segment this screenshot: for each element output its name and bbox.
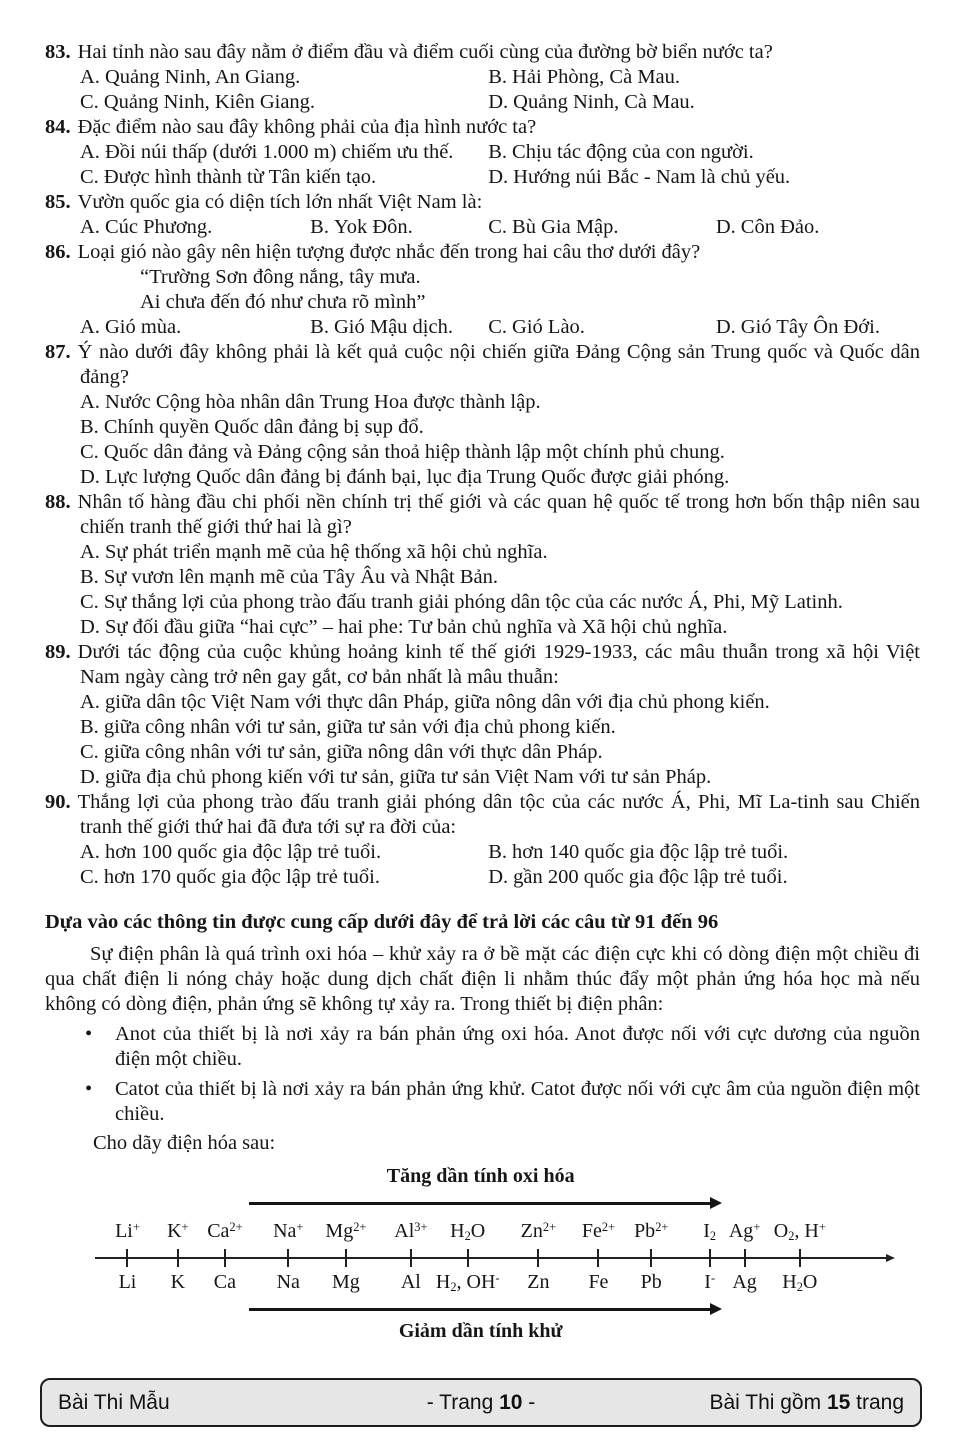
questions-list [45, 40, 920, 890]
reduced-species: Mg [332, 1271, 360, 1293]
reduced-species: Fe [588, 1271, 609, 1293]
question-head [45, 115, 920, 140]
reduced-species: Ag [732, 1271, 757, 1293]
oxidized-species: $O_2$, H+ [773, 1220, 826, 1244]
answer-option [488, 140, 920, 165]
option-letter: C. [80, 166, 99, 188]
total-pages: 15 [826, 1391, 851, 1414]
option-text: Chịu tác động của con người. [512, 141, 754, 163]
question-text: Hai tỉnh nào sau đây nằm ở điểm đầu và điểm cuối cùng của đường bờ biển nước ta? [77, 41, 773, 63]
decreasing-reduction-label: Giảm dần tính khử [398, 1320, 563, 1342]
question-number: 86. [45, 241, 71, 263]
answer-option [80, 590, 920, 615]
reduced-species: Al [400, 1271, 421, 1293]
question-number: 85. [45, 191, 71, 213]
option-text: Nước Cộng hòa nhân dân Trung Hoa được thành lập. [104, 391, 541, 413]
axis-tick-icon [177, 1249, 179, 1267]
axis-tick-icon [345, 1249, 347, 1267]
axis-tick-icon [744, 1249, 746, 1267]
question-options [80, 690, 920, 790]
footer-left: Bài Thi Mẫu [58, 1391, 170, 1414]
question-text: Ý nào dưới đây không phải là kết quả cuộc nội chiến giữa Đảng Cộng sản Trung quốc và Quốc dân đảng? [77, 341, 920, 388]
answer-option [80, 140, 488, 165]
answer-option [488, 840, 920, 865]
option-text: giữa công nhân với tư sản, giữa tư sản với địa chủ phong kiến. [103, 716, 616, 738]
option-letter: D. [488, 866, 509, 888]
oxidized-species: $Ca^{2+}$ [207, 1220, 243, 1242]
question-options [80, 315, 920, 340]
question [45, 490, 920, 640]
reduced-species: K [170, 1271, 186, 1293]
option-letter: A. [80, 541, 100, 563]
option-text: gần 200 quốc gia độc lập trẻ tuổi. [513, 866, 788, 888]
option-text: hơn 140 quốc gia độc lập trẻ tuổi. [512, 841, 789, 863]
option-letter: B. [80, 566, 99, 588]
question-number: 90. [45, 791, 71, 813]
answer-option [488, 315, 716, 340]
option-text: Sự đối đầu giữa “hai cực” – hai phe: Tư bản chủ nghĩa và Xã hội chủ nghĩa. [104, 616, 728, 638]
axis-tick-icon [650, 1249, 652, 1267]
bullet-text: Catot của thiết bị là nơi xảy ra bán phản ứng khử. Catot được nối với cực âm của nguồn điện một chiều. [115, 1078, 920, 1125]
answer-option [488, 215, 716, 240]
question-quote [140, 265, 920, 315]
answer-option [80, 465, 920, 490]
option-letter: D. [488, 166, 509, 188]
reduced-species: Na [276, 1271, 300, 1293]
axis-tick-icon [410, 1249, 412, 1267]
question-options [80, 540, 920, 640]
footer-right: Bài Thi gồm 15 trang [709, 1391, 904, 1414]
answer-option [80, 765, 920, 790]
bullet-item [45, 1022, 920, 1072]
oxidized-species: Ag+ [728, 1220, 761, 1242]
decreasing-reduction-arrow [249, 1308, 712, 1311]
option-text: giữa địa chủ phong kiến với tư sản, giữa tư sản Việt Nam với tư sản Pháp. [104, 766, 712, 788]
question-number: 89. [45, 641, 71, 663]
answer-option [80, 415, 920, 440]
answer-option [80, 90, 488, 115]
oxidized-species: $Al^{3+}$ [394, 1220, 428, 1242]
question [45, 40, 920, 115]
question-text: Đặc điểm nào sau đây không phải của địa hình nước ta? [77, 116, 537, 138]
option-text: Hải Phòng, Cà Mau. [512, 66, 681, 88]
oxidized-species: $Pb^{2+}$ [634, 1220, 669, 1242]
axis-tick-icon [126, 1249, 128, 1267]
option-letter: B. [80, 716, 99, 738]
option-letter: C. [80, 91, 99, 113]
option-text: Sự vươn lên mạnh mẽ của Tây Âu và Nhật Bản. [103, 566, 499, 588]
question-options [80, 140, 920, 190]
option-text: Gió Tây Ôn Đới. [740, 316, 880, 338]
oxidized-species: $Zn^{2+}$ [520, 1220, 557, 1242]
bullet-item [45, 1077, 920, 1127]
option-letter: C. [80, 741, 99, 763]
option-letter: D. [80, 466, 100, 488]
question-head [45, 490, 920, 540]
option-text: Gió Lào. [512, 316, 585, 338]
option-letter: A. [80, 216, 100, 238]
question-text: Vườn quốc gia có diện tích lớn nhất Việt Nam là: [77, 191, 483, 213]
axis-tick-icon [287, 1249, 289, 1267]
question-head [45, 240, 920, 265]
question-text: Dưới tác động của cuộc khủng hoảng kinh tế thế giới 1929-1933, các mâu thuẫn trong xã hội Việt Nam ngày càng trở nên gay gắt, cơ bản nhất là mâu thuẫn: [77, 641, 920, 688]
option-text: Gió Mậu dịch. [333, 316, 453, 338]
question [45, 340, 920, 490]
question-head [45, 40, 920, 65]
option-text: Chính quyền Quốc dân đảng bị sụp đổ. [103, 416, 424, 438]
answer-option [488, 165, 920, 190]
question-number: 88. [45, 491, 71, 513]
question-options [80, 215, 920, 240]
question-options [80, 840, 920, 890]
option-letter: B. [310, 216, 329, 238]
question-number: 87. [45, 341, 71, 363]
option-letter: B. [488, 66, 508, 88]
option-letter: C. [80, 591, 99, 613]
option-letter: B. [310, 316, 329, 338]
option-letter: A. [80, 66, 100, 88]
option-text: Quảng Ninh, Kiên Giang. [103, 91, 316, 113]
option-letter: B. [488, 141, 508, 163]
footer-page-indicator: - Trang 10 - [426, 1391, 536, 1414]
option-text: giữa công nhân với tư sản, giữa nông dân với thực dân Pháp. [103, 741, 603, 763]
oxidized-species: $Mg^{2+}$ [325, 1220, 367, 1242]
answer-option [80, 865, 488, 890]
oxidized-species: $Fe^{2+}$ [581, 1220, 616, 1242]
answer-option [310, 215, 488, 240]
axis-tick-icon [597, 1249, 599, 1267]
info-section [45, 910, 920, 1156]
answer-option [80, 165, 488, 190]
option-letter: A. [80, 391, 100, 413]
option-text: Quảng Ninh, An Giang. [104, 66, 301, 88]
question-options [80, 390, 920, 490]
oxidized-species: $I_2$ [703, 1220, 717, 1244]
option-text: Quảng Ninh, Cà Mau. [513, 91, 695, 113]
question-number: 83. [45, 41, 71, 63]
answer-option [716, 215, 920, 240]
answer-option [80, 565, 920, 590]
reduced-species: Zn [527, 1271, 550, 1293]
answer-option [310, 315, 488, 340]
option-text: Được hình thành từ Tân kiến tạo. [103, 166, 377, 188]
oxidized-species: K+ [167, 1220, 189, 1242]
option-text: Gió mùa. [104, 316, 182, 338]
option-text: hơn 100 quốc gia độc lập trẻ tuổi. [104, 841, 382, 863]
option-letter: C. [80, 866, 99, 888]
electrochemical-axis-line [95, 1257, 887, 1259]
option-letter: C. [488, 316, 508, 338]
answer-option [80, 440, 920, 465]
option-text: Đồi núi thấp (dưới 1.000 m) chiếm ưu thế. [104, 141, 454, 163]
answer-option [80, 390, 920, 415]
option-letter: B. [488, 841, 508, 863]
question-head [45, 190, 920, 215]
option-letter: C. [80, 441, 99, 463]
option-letter: A. [80, 841, 100, 863]
quote-line: “Trường Sơn đông nắng, tây mưa. [140, 266, 421, 288]
option-text: Sự thắng lợi của phong trào đấu tranh giải phóng dân tộc của các nước Á, Phi, Mỹ Latinh. [103, 591, 843, 613]
option-text: Côn Đảo. [740, 216, 820, 238]
question-head [45, 640, 920, 690]
page-footer [40, 1378, 922, 1427]
option-text: Lực lượng Quốc dân đảng bị đánh bại, lục địa Trung Quốc được giải phóng. [104, 466, 730, 488]
page-number: 10 [499, 1391, 523, 1414]
option-text: Sự phát triển mạnh mẽ của hệ thống xã hội chủ nghĩa. [104, 541, 548, 563]
oxidized-species: $H_2O$ [450, 1220, 486, 1244]
question-head [45, 340, 920, 390]
question [45, 790, 920, 890]
answer-option [80, 690, 920, 715]
increasing-oxidation-arrow [249, 1202, 712, 1205]
answer-option [488, 865, 920, 890]
answer-option [80, 540, 920, 565]
option-letter: D. [488, 91, 509, 113]
answer-option [488, 65, 920, 90]
question-text: Loại gió nào gây nên hiện tượng được nhắc đến trong hai câu thơ dưới đây? [77, 241, 701, 263]
section-intro-paragraph: Sự điện phân là quá trình oxi hóa – khử xảy ra ở bề mặt các điện cực khi có dòng điện một chiều đi qua chất điện li nóng chảy hoặc dung dịch chất điện li nhằm thúc đẩy một phản ứng hóa học mà nếu không có dòng điện, phản ứng sẽ không tự xảy ra. Trong thiết bị điện phân: [45, 943, 920, 1015]
reduced-species: $H_2$, OH- [435, 1271, 500, 1295]
reduced-species: Li [118, 1271, 137, 1293]
option-text: Bù Gia Mập. [512, 216, 619, 238]
option-letter: D. [715, 316, 736, 338]
series-intro: Cho dãy điện hóa sau: [93, 1132, 276, 1154]
option-letter: B. [80, 416, 99, 438]
question [45, 115, 920, 190]
question-head [45, 790, 920, 840]
question-text: Thắng lợi của phong trào đấu tranh giải phóng dân tộc của các nước Á, Phi, Mĩ La-tinh sau Chiến tranh thế giới thứ hai đã đưa tới sự ra đời của: [77, 791, 920, 838]
option-text: Quốc dân đảng và Đảng cộng sản thoả hiệp thành lập một chính phủ chung. [103, 441, 725, 463]
reduced-species: I- [704, 1271, 716, 1293]
question [45, 190, 920, 240]
answer-option [80, 315, 310, 340]
answer-option [80, 715, 920, 740]
answer-option [80, 840, 488, 865]
answer-option [80, 615, 920, 640]
section-heading: Dựa vào các thông tin được cung cấp dưới đây để trả lời các câu từ 91 đến 96 [45, 911, 719, 933]
bullet-marker-icon: • [85, 1023, 93, 1045]
option-letter: D. [80, 766, 100, 788]
axis-tick-icon [537, 1249, 539, 1267]
option-letter: A. [80, 316, 100, 338]
option-letter: D. [80, 616, 100, 638]
question-options [80, 65, 920, 115]
axis-tick-icon [224, 1249, 226, 1267]
answer-option [716, 315, 920, 340]
option-letter: C. [488, 216, 508, 238]
question-number: 84. [45, 116, 71, 138]
electrochemical-series-diagram [95, 1164, 907, 1346]
option-text: hơn 170 quốc gia độc lập trẻ tuổi. [103, 866, 380, 888]
answer-option [80, 215, 310, 240]
axis-tick-icon [709, 1249, 711, 1267]
answer-option [80, 740, 920, 765]
answer-option [80, 65, 488, 90]
axis-tick-icon [467, 1249, 469, 1267]
reduced-species: Pb [640, 1271, 662, 1293]
bullet-text: Anot của thiết bị là nơi xảy ra bán phản ứng oxi hóa. Anot được nối với cực dương của nguồn điện một chiều. [115, 1023, 920, 1070]
option-text: Yok Đôn. [333, 216, 413, 238]
oxidized-species: Li+ [115, 1220, 140, 1242]
answer-option [488, 90, 920, 115]
question-text: Nhân tố hàng đầu chi phối nền chính trị thế giới và các quan hệ quốc tế trong hơn bốn thập niên sau chiến tranh thế giới thứ hai là gì? [77, 491, 920, 538]
option-text: giữa dân tộc Việt Nam với thực dân Pháp, giữa nông dân với địa chủ phong kiến. [104, 691, 770, 713]
oxidized-species: Na+ [273, 1220, 304, 1242]
quote-line: Ai chưa đến đó như chưa rõ mình” [140, 291, 426, 313]
option-text: Hướng núi Bắc - Nam là chủ yếu. [513, 166, 791, 188]
reduced-species: Ca [213, 1271, 237, 1293]
option-letter: A. [80, 141, 100, 163]
question [45, 240, 920, 340]
option-letter: D. [715, 216, 736, 238]
option-letter: A. [80, 691, 100, 713]
bullet-marker-icon: • [85, 1078, 93, 1100]
option-text: Cúc Phương. [104, 216, 213, 238]
reduced-species: $H_2O$ [782, 1271, 818, 1295]
increasing-oxidation-label: Tăng dần tính oxi hóa [386, 1165, 575, 1187]
question [45, 640, 920, 790]
axis-tick-icon [799, 1249, 801, 1267]
